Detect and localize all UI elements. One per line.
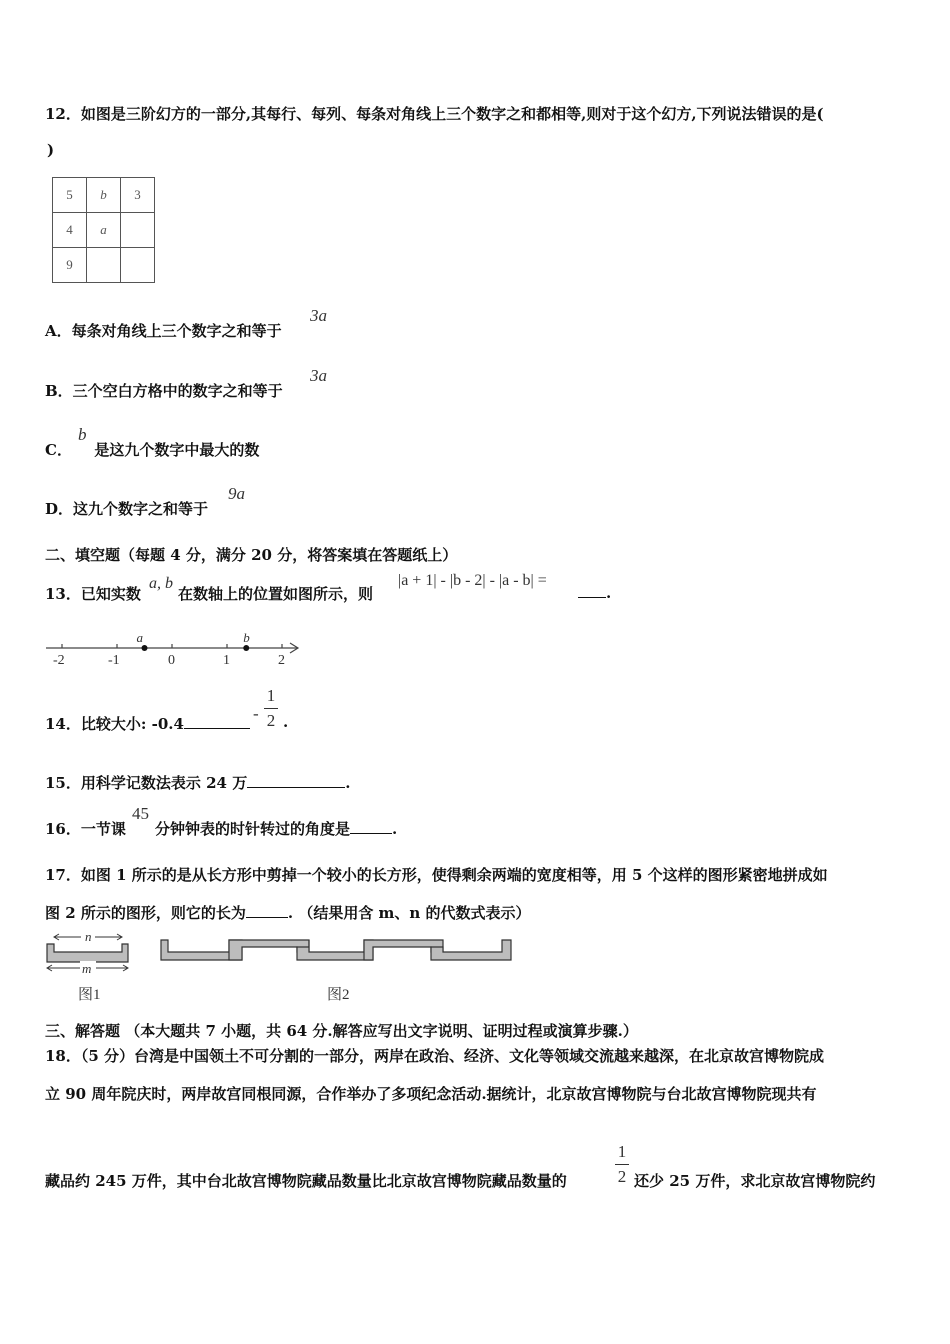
figure-2 xyxy=(158,936,514,966)
grid-row xyxy=(53,213,155,248)
answer-blank xyxy=(247,773,345,788)
number-line-tick-label: -1 xyxy=(108,653,120,668)
fraction-bar xyxy=(615,1164,629,1165)
q18-line3-prefix: 藏品约 245 万件，其中台北故宫博物院藏品数量比北京故宫博物院藏品数量的 xyxy=(45,1172,567,1190)
point-a-dot xyxy=(142,645,148,651)
grid-cell: 3 xyxy=(121,178,155,213)
point-b-label: b xyxy=(243,630,250,645)
number-line-tick-label: 0 xyxy=(168,653,175,668)
option-d-math: 9a xyxy=(228,484,245,503)
q18-line2: 立 90 周年院庆时，两岸故宫同根同源，合作举办了多项纪念活动.据统计，北京故宫博物院与台北故宫博物院现共有 xyxy=(45,1085,817,1103)
q15-text: 15．用科学记数法表示 24 万 xyxy=(45,774,248,792)
fraction-bar xyxy=(264,708,278,709)
q16-number: 45 xyxy=(132,804,149,823)
option-b-math: 3a xyxy=(310,366,327,385)
grid-cell: b xyxy=(87,178,121,213)
q14-minus: - xyxy=(253,704,259,723)
option-c-math: b xyxy=(78,425,87,444)
figure-2-caption: 图2 xyxy=(327,987,350,1003)
option-d-label: D．这九个数字之和等于 xyxy=(45,500,209,518)
answer-blank xyxy=(350,819,392,834)
q12-option-d xyxy=(45,498,208,519)
q18-line1: 18．（5 分）台湾是中国领土不可分割的一部分，两岸在政治、经济、文化等领域交流越来越深，在北京故宫博物院成 xyxy=(45,1047,825,1065)
section3-title: 三、解答题 （本大题共 7 小题，共 64 分.解答应写出文字说明、证明过程或演算步骤.） xyxy=(45,1022,638,1040)
figure-1 xyxy=(44,928,134,978)
fraction-numerator: 1 xyxy=(617,1142,627,1161)
q16-prefix: 16．一节课 xyxy=(45,820,126,838)
dimension-n-label: n xyxy=(85,929,92,944)
grid-row xyxy=(53,178,155,213)
grid-row xyxy=(53,248,155,283)
answer-blank xyxy=(246,903,288,918)
q13-blank-line xyxy=(578,583,611,602)
magic-square-grid xyxy=(52,177,155,283)
q14-line xyxy=(45,713,250,734)
notched-rectangle-shape xyxy=(47,944,128,962)
q17-line2 xyxy=(45,902,531,923)
fraction-denominator: 2 xyxy=(617,1167,627,1186)
option-c-label: 是这九个数字中最大的数 xyxy=(94,441,260,459)
q12-option-a xyxy=(45,320,282,341)
q13-suffix: . xyxy=(606,584,612,602)
number-line xyxy=(40,625,310,670)
grid-cell: 4 xyxy=(53,213,87,248)
grid-cell xyxy=(121,248,155,283)
fraction-denominator: 2 xyxy=(266,711,276,730)
dimension-m-label: m xyxy=(82,961,92,976)
point-a-label: a xyxy=(136,630,143,645)
q13-expr: |a + 1| - |b - 2| - |a - b| = xyxy=(398,572,547,589)
q17-line1: 17．如图 1 所示的是从长方形中剪掉一个较小的长方形，使得剩余两端的宽度相等，用 5 个这样的图形紧密地拼成如 xyxy=(45,866,828,884)
q17-line2-suffix: . （结果用含 m、n 的代数式表示） xyxy=(287,904,531,922)
q12-option-b xyxy=(45,380,283,401)
q13-prefix: 13．已知实数 xyxy=(45,585,141,603)
option-b-label: B．三个空白方格中的数字之和等于 xyxy=(45,382,283,400)
point-b-dot xyxy=(243,645,249,651)
grid-cell: 5 xyxy=(53,178,87,213)
q16-rest xyxy=(155,818,397,839)
option-a-label: A．每条对角线上三个数字之和等于 xyxy=(45,322,282,340)
q16-suffix: . xyxy=(392,820,398,838)
number-line-tick-label: 1 xyxy=(223,653,230,668)
q14-fraction xyxy=(264,686,278,731)
q16-middle: 分钟钟表的时针转过的角度是 xyxy=(155,820,351,838)
answer-blank xyxy=(578,583,606,598)
number-line-tick-label: 2 xyxy=(278,653,285,668)
grid-cell xyxy=(87,248,121,283)
q13-vars: a, b xyxy=(149,575,173,592)
q14-prefix: 14．比较大小: -0.4 xyxy=(45,715,184,733)
number-line-tick-label: -2 xyxy=(53,653,65,668)
q15-line xyxy=(45,772,350,793)
section2-title: 二、填空题（每题 4 分，满分 20 分，将答案填在答题纸上） xyxy=(45,546,458,564)
q14-suffix: . xyxy=(283,713,289,731)
q12-stem: 12．如图是三阶幻方的一部分,其每行、每列、每条对角线上三个数字之和都相等,则对于这个幻方,下列说法错误的是( xyxy=(45,105,824,123)
grid-cell: a xyxy=(87,213,121,248)
q18-fraction xyxy=(615,1142,629,1187)
q15-suffix: . xyxy=(345,774,351,792)
grid-cell xyxy=(121,213,155,248)
fraction-numerator: 1 xyxy=(266,686,276,705)
q18-line3-suffix: 还少 25 万件，求北京故宫博物院约 xyxy=(634,1172,876,1190)
q12-stem-close: ) xyxy=(47,141,55,159)
option-a-math: 3a xyxy=(310,306,327,325)
option-c-prefix: C． xyxy=(45,441,72,459)
q17-line2-prefix: 图 2 所示的图形，则它的长为 xyxy=(45,904,246,922)
answer-blank xyxy=(184,714,250,729)
q13-middle: 在数轴上的位置如图所示，则 xyxy=(178,585,374,603)
shape-piece xyxy=(297,940,373,960)
grid-cell: 9 xyxy=(53,248,87,283)
figure-1-caption: 图1 xyxy=(78,987,101,1003)
